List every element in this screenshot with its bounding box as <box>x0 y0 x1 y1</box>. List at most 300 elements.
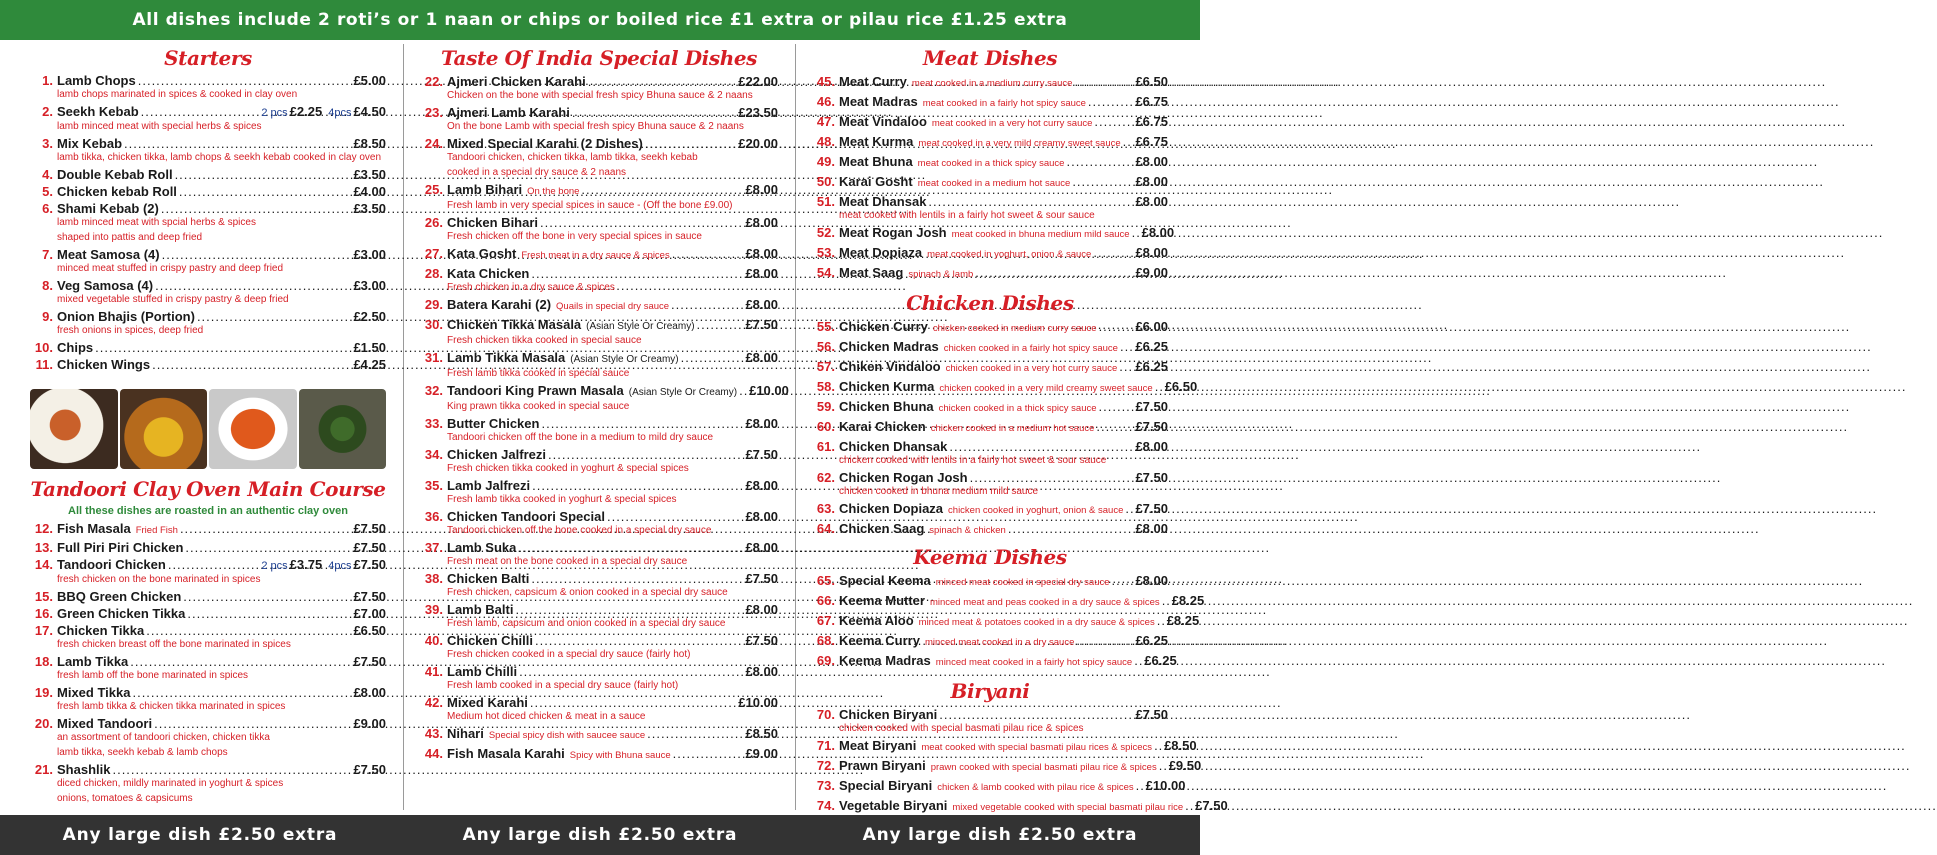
dot-leader <box>681 350 744 366</box>
section-title-starters: Starters <box>164 46 252 70</box>
item-name: Ajmeri Lamb Karahi <box>447 105 570 120</box>
menu-item <box>420 416 778 432</box>
item-number: 21. <box>34 762 53 777</box>
item-description: King prawn tikka cooked in special sauce <box>447 401 630 412</box>
food-photo <box>299 389 387 469</box>
dot-leader <box>162 247 352 263</box>
item-inline-description: Special spicy dish with saucee sauce <box>488 730 646 741</box>
menu-item <box>420 182 778 200</box>
special-list <box>420 74 789 764</box>
item-price: £8.50 <box>745 726 778 741</box>
item-inline-description: meat cooked in a very mild creamy sweet sauce <box>918 138 1121 149</box>
item-inline-description: meat cooked in a fairly hot spicy sauce <box>922 98 1086 109</box>
menu-item <box>812 379 1198 397</box>
item-price: £6.50 <box>1135 74 1168 89</box>
item-number: 59. <box>816 399 835 414</box>
item-name: Nihari <box>447 726 484 741</box>
dot-leader <box>95 340 351 356</box>
item-name: Meat Vindaloo <box>839 114 927 129</box>
item-name: Full Piri Piri Chicken <box>57 540 184 555</box>
dot-leader <box>1132 225 1140 241</box>
item-portion-price: £3.75 <box>289 557 323 572</box>
item-description: an assortment of tandoori chicken, chicken tikka <box>57 732 270 743</box>
item-number: 38. <box>424 571 443 586</box>
dot-leader <box>1094 114 1133 130</box>
item-number: 54. <box>816 265 835 280</box>
item-description: Tandoori chicken off the bone cooked in a special dry sauce <box>447 525 712 536</box>
item-name: Karai Gosht <box>839 174 913 189</box>
menu-item <box>30 557 386 574</box>
dot-leader <box>185 540 351 556</box>
dot-leader <box>518 540 743 556</box>
item-price: £8.00 <box>1135 174 1168 189</box>
item-price: £8.00 <box>1135 245 1168 260</box>
dot-leader <box>949 439 1133 455</box>
item-price: £4.50 <box>353 104 386 119</box>
menu-item <box>420 447 778 463</box>
item-name: Chicken Dhansak <box>839 439 948 454</box>
item-name: Special Biryani <box>839 778 933 793</box>
item-inline-description: Spicy with Bhuna sauce <box>569 750 671 761</box>
tandoori-list <box>30 521 386 805</box>
bottom-bar <box>0 815 1200 855</box>
item-name: Lamb Suka <box>447 540 517 555</box>
dot-leader <box>1136 778 1144 794</box>
item-name: Meat Samosa (4) <box>57 247 160 262</box>
item-name: Lamb Chops <box>57 73 136 88</box>
menu-item <box>420 383 789 401</box>
menu-item <box>812 778 1186 796</box>
item-name: Chicken Saag <box>839 521 925 536</box>
dot-leader <box>161 201 352 217</box>
item-description: meat cooked with lentils in a fairly hot sweet & sour sauce <box>839 210 1095 221</box>
menu-item <box>812 319 1168 337</box>
footer-note: Any large dish £2.50 extra <box>62 825 338 845</box>
item-name: Mixed Tandoori <box>57 716 153 731</box>
item-price: £4.00 <box>353 184 386 199</box>
meat-list <box>812 74 1175 283</box>
item-price: £6.00 <box>1135 319 1168 334</box>
item-price: £7.50 <box>1135 501 1168 516</box>
dot-leader <box>1157 613 1165 629</box>
dot-leader <box>975 265 1133 281</box>
menu-item <box>30 589 386 605</box>
menu-item <box>812 758 1202 776</box>
menu-item <box>812 613 1200 631</box>
menu-item <box>812 573 1168 591</box>
menu-item <box>812 114 1168 132</box>
item-number: 14. <box>34 557 53 572</box>
item-description: mixed vegetable stuffed in crispy pastry & deep fried <box>57 294 289 305</box>
item-number: 74. <box>816 798 835 813</box>
item-price: £20.00 <box>738 136 778 151</box>
dot-leader <box>697 317 744 333</box>
item-number: 42. <box>424 695 443 710</box>
item-name: Lamb Tikka Masala <box>447 350 566 365</box>
menu-item <box>420 509 778 525</box>
item-name: Lamb Chilli <box>447 664 518 679</box>
item-inline-description: chicken cooked in a thick spicy sauce <box>938 403 1097 414</box>
menu-item <box>420 317 778 335</box>
menu-item <box>812 419 1168 437</box>
menu-item <box>420 215 778 231</box>
menu-item <box>420 602 778 618</box>
item-inline-description: minced meat and peas cooked in a dry sauce & spices <box>929 597 1160 608</box>
item-name: Shami Kebab (2) <box>57 201 159 216</box>
dot-leader <box>532 478 743 494</box>
section-title-special: Taste Of India Special Dishes <box>440 46 758 70</box>
item-description: lamb tikka, seekh kebab & lamb chops <box>57 747 228 758</box>
item-inline-description: chicken cooked in a medium hot sauce <box>930 423 1095 434</box>
item-number: 73. <box>816 778 835 793</box>
item-price: £6.50 <box>353 623 386 638</box>
item-price: £7.50 <box>745 571 778 586</box>
item-name: Tandoori Chicken <box>57 557 166 572</box>
item-number: 3. <box>42 136 53 151</box>
menu-item <box>420 350 778 368</box>
item-description: cooked in a special dry sauce & 2 naans <box>447 167 626 178</box>
item-price: £8.00 <box>745 540 778 555</box>
dot-leader <box>1123 134 1134 150</box>
item-description: shaped into pattis and deep fried <box>57 232 203 243</box>
item-inline-description: meat cooked in yoghurt, onion & sauce <box>927 249 1092 260</box>
menu-item <box>420 297 778 315</box>
item-number: 7. <box>42 247 53 262</box>
dot-leader <box>1076 633 1133 649</box>
food-photo <box>30 389 118 469</box>
dot-leader <box>515 602 743 618</box>
item-number: 30. <box>424 317 443 332</box>
item-name: Kata Chicken <box>447 266 530 281</box>
menu-item <box>812 501 1168 519</box>
item-description: lamb minced meat with spcial herbs & spices <box>57 217 256 228</box>
item-description: Fresh lamb tikka cooked in special sauce <box>447 368 630 379</box>
item-name: Fish Masala Karahi <box>447 746 565 761</box>
dot-leader <box>138 73 352 89</box>
item-name: Chicken Tikka <box>57 623 145 638</box>
item-number: 24. <box>424 136 443 151</box>
menu-item <box>812 174 1168 192</box>
item-number: 52. <box>816 225 835 240</box>
item-description: Fresh chicken in a dry sauce & spices <box>447 282 615 293</box>
item-price: £8.00 <box>745 509 778 524</box>
dot-leader <box>112 762 351 778</box>
item-inline-description: minced meat cooked in a dry sauce <box>924 637 1075 648</box>
menu-item <box>420 695 778 711</box>
item-number: 12. <box>34 521 53 536</box>
item-number: 56. <box>816 339 835 354</box>
item-price: £8.50 <box>353 136 386 151</box>
item-name: Chicken Biryani <box>839 707 938 722</box>
item-name: Chicken Chilli <box>447 633 533 648</box>
item-number: 71. <box>816 738 835 753</box>
dot-leader <box>1096 419 1133 435</box>
item-name: Shashlik <box>57 762 111 777</box>
item-number: 1. <box>42 73 53 88</box>
dot-leader <box>183 589 351 605</box>
menu-item <box>812 94 1168 112</box>
item-inline-description: (Asian Style Or Creamy) <box>586 321 695 332</box>
item-inline-description: chicken cooked in a very mild creamy sweet sauce <box>939 383 1153 394</box>
item-inline-description: Fresh meat in a dry sauce & spices <box>521 250 670 261</box>
item-inline-description: minced meat & potatoes cooked in a dry sauce & spices <box>918 617 1155 628</box>
item-price: £7.00 <box>353 606 386 621</box>
item-price: £6.75 <box>1135 114 1168 129</box>
item-name: Batera Karahi (2) <box>447 297 552 312</box>
dot-leader <box>1119 359 1133 375</box>
item-portion-label: 4pcs <box>328 560 352 572</box>
item-name: Fish Masala <box>57 521 131 536</box>
item-number: 64. <box>816 521 835 536</box>
item-number: 66. <box>816 593 835 608</box>
dot-leader <box>673 746 744 762</box>
item-number: 13. <box>34 540 53 555</box>
item-name: Kata Gosht <box>447 246 517 261</box>
section-title-tandoori: Tandoori Clay Oven Main Course <box>30 477 386 501</box>
footer-note: Any large dish £2.50 extra <box>462 825 738 845</box>
dot-leader <box>540 215 743 231</box>
item-number: 50. <box>816 174 835 189</box>
item-description: Fresh lamb in very special spices in sauce - (Off the bone £9.00) <box>447 200 733 211</box>
item-price: £8.00 <box>745 266 778 281</box>
item-inline-description: On the bone <box>527 186 580 197</box>
item-name: Seekh Kebab <box>57 104 139 119</box>
menu-item <box>812 439 1168 455</box>
item-price: £7.50 <box>353 762 386 777</box>
menu-item <box>30 521 386 539</box>
item-name: Chicken kebab Roll <box>57 184 177 199</box>
item-number: 35. <box>424 478 443 493</box>
menu-item <box>420 664 778 680</box>
item-inline-description: chicken cooked in medium curry sauce <box>932 323 1097 334</box>
item-description: diced chicken, mildly marinated in yoghurt & spices <box>57 778 284 789</box>
dot-leader <box>168 557 260 573</box>
section-title-keema: Keema Dishes <box>913 545 1067 569</box>
item-inline-description: meat cooked in a thick spicy sauce <box>917 158 1065 169</box>
item-name: Chiken Vindaloo <box>839 359 941 374</box>
item-inline-description: prawn cooked with special basmati pilau rice & spices <box>930 762 1157 773</box>
menu-item <box>30 357 386 373</box>
item-description: On the bone Lamb with special fresh spicy Bhuna sauce & 2 naans <box>447 121 744 132</box>
item-name: Meat Bhuna <box>839 154 913 169</box>
item-name: Tandoori King Prawn Masala <box>447 383 624 398</box>
item-number: 43. <box>424 726 443 741</box>
item-description: Fresh lamb cooked in a special dry sauce (fairly hot) <box>447 680 679 691</box>
dot-leader <box>645 136 736 152</box>
item-price: £8.00 <box>745 350 778 365</box>
item-price: £6.25 <box>1144 653 1177 668</box>
item-number: 4. <box>42 167 53 182</box>
menu-item <box>420 633 778 649</box>
dot-leader <box>1162 593 1170 609</box>
item-number: 23. <box>424 105 443 120</box>
dot-leader <box>1155 379 1163 395</box>
dot-leader <box>179 184 352 200</box>
dot-leader <box>1134 653 1142 669</box>
item-inline-description: meat cooked in a very hot curry sauce <box>931 118 1093 129</box>
menu-item <box>812 154 1168 172</box>
item-number: 68. <box>816 633 835 648</box>
menu-column-middle <box>420 44 789 812</box>
dot-leader <box>1072 174 1133 190</box>
item-name: BBQ Green Chicken <box>57 589 182 604</box>
item-inline-description: chicken cooked in a very hot curry sauce <box>945 363 1118 374</box>
item-price: £3.50 <box>353 201 386 216</box>
item-number: 48. <box>816 134 835 149</box>
item-name: Veg Samosa (4) <box>57 278 154 293</box>
dot-leader <box>588 74 737 90</box>
menu-item <box>30 540 386 556</box>
item-name: Meat Biryani <box>839 738 917 753</box>
item-price: £2.50 <box>353 309 386 324</box>
item-inline-description: Quails in special dry sauce <box>556 301 670 312</box>
item-number: 62. <box>816 470 835 485</box>
item-price: £7.50 <box>353 540 386 555</box>
item-description: Fresh chicken, capsicum & onion cooked in a special dry sauce <box>447 587 728 598</box>
item-description: onions, tomatoes & capsicums <box>57 793 193 804</box>
item-name: Meat Kurma <box>839 134 914 149</box>
menu-item <box>30 136 386 152</box>
item-name: Lamb Balti <box>447 602 514 617</box>
item-portion-label: 4pcs <box>328 107 352 119</box>
dot-leader <box>132 685 351 701</box>
dot-leader <box>141 104 260 120</box>
item-description: Fresh meat on the bone cooked in a special dry sauce <box>447 556 688 567</box>
menu-item <box>30 340 386 356</box>
item-description: chicken cooked with special basmati pilau rice & spices <box>839 723 1084 734</box>
item-number: 37. <box>424 540 443 555</box>
item-number: 32. <box>424 383 443 398</box>
item-description: lamb tikka, chicken tikka, lamb chops & seekh kebab cooked in clay oven <box>57 152 382 163</box>
item-price: £8.00 <box>745 182 778 197</box>
item-name: Keema Mutter <box>839 593 925 608</box>
menu-item <box>30 278 386 294</box>
dot-leader <box>572 105 736 121</box>
item-description: Fresh chicken tikka cooked in yoghurt & special spices <box>447 463 689 474</box>
dot-leader <box>124 136 351 152</box>
menu-item <box>420 105 778 121</box>
item-price: £8.25 <box>1166 613 1200 628</box>
dot-leader <box>939 707 1133 723</box>
item-price: £8.00 <box>353 685 386 700</box>
menu-item <box>812 593 1205 611</box>
item-name: Prawn Biryani <box>839 758 926 773</box>
item-number: 5. <box>42 184 53 199</box>
section-note-tandoori: All these dishes are roasted in an authentic clay oven <box>68 505 348 517</box>
item-number: 65. <box>816 573 835 588</box>
item-number: 28. <box>424 266 443 281</box>
item-inline-description: minced meat cooked in a fairly hot spicy sauce <box>935 657 1133 668</box>
item-number: 39. <box>424 602 443 617</box>
menu-item <box>30 201 386 217</box>
dot-leader <box>531 571 743 587</box>
item-name: Meat Madras <box>839 94 918 109</box>
dot-leader <box>197 309 352 325</box>
item-inline-description: chicken cooked in a fairly hot spicy sauce <box>943 343 1118 354</box>
menu-column-right <box>812 44 1228 813</box>
item-price: £8.00 <box>1135 439 1168 454</box>
menu-item <box>812 798 1228 816</box>
dot-leader <box>152 357 351 373</box>
dot-leader <box>970 470 1134 486</box>
menu-item <box>30 247 386 263</box>
item-inline-description: spinach & chicken <box>929 525 1006 536</box>
menu-item <box>30 716 386 732</box>
item-price: £8.00 <box>745 478 778 493</box>
item-number: 45. <box>816 74 835 89</box>
item-name: Chicken Rogan Josh <box>839 470 968 485</box>
item-number: 22. <box>424 74 443 89</box>
item-number: 6. <box>42 201 53 216</box>
menu-item <box>420 746 778 764</box>
item-price: £8.00 <box>745 215 778 230</box>
item-price: £8.00 <box>1135 521 1168 536</box>
item-name: Chicken Kurma <box>839 379 935 394</box>
menu-item <box>812 359 1168 377</box>
item-price: £5.00 <box>353 73 386 88</box>
dot-leader <box>1074 74 1133 90</box>
item-price: £8.50 <box>1164 738 1197 753</box>
menu-item <box>812 470 1168 486</box>
item-number: 51. <box>816 194 835 209</box>
dot-leader <box>1099 399 1134 415</box>
item-price: £8.00 <box>745 297 778 312</box>
menu-item <box>812 738 1197 756</box>
item-name: Lamb Tikka <box>57 654 129 669</box>
item-name: Meat Saag <box>839 265 904 280</box>
dot-leader <box>1154 738 1162 754</box>
item-inline-description: (Asian Style Or Creamy) <box>628 387 738 398</box>
item-description: Medium hot diced chicken & meat in a sauce <box>447 711 646 722</box>
item-name: Special Keema <box>839 573 931 588</box>
item-number: 53. <box>816 245 835 260</box>
item-portion-price: £2.25 <box>289 104 323 119</box>
item-number: 57. <box>816 359 835 374</box>
item-price: £3.50 <box>353 167 386 182</box>
item-description: fresh lamb tikka & chicken tikka marinated in spices <box>57 701 286 712</box>
item-price: £22.00 <box>738 74 778 89</box>
item-price: £8.00 <box>1135 573 1168 588</box>
item-number: 34. <box>424 447 443 462</box>
item-name: Chicken Bhuna <box>839 399 934 414</box>
menu-item <box>30 104 386 121</box>
dot-leader <box>581 182 743 198</box>
item-price: £8.00 <box>745 416 778 431</box>
item-name: Chicken Balti <box>447 571 530 586</box>
item-description: fresh chicken breast off the bone marinated in spices <box>57 639 291 650</box>
item-number: 63. <box>816 501 835 516</box>
item-price: £7.50 <box>1135 470 1168 485</box>
item-name: Onion Bhajis (Portion) <box>57 309 195 324</box>
item-price: £10.00 <box>738 695 778 710</box>
biryani-list <box>812 707 1228 816</box>
item-name: Chicken Curry <box>839 319 928 334</box>
item-name: Butter Chicken <box>447 416 540 431</box>
item-name: Keema Madras <box>839 653 931 668</box>
item-inline-description: mixed vegetable cooked with special basmati pilau rice <box>952 802 1184 813</box>
dot-leader <box>739 383 747 399</box>
item-name: Chicken Jalfrezi <box>447 447 546 462</box>
item-number: 41. <box>424 664 443 679</box>
item-description: Chicken on the bone with special fresh spicy Bhuna sauce & 2 naans <box>447 90 753 101</box>
menu-item <box>812 399 1168 417</box>
item-price: £7.50 <box>1135 419 1168 434</box>
dot-leader <box>1112 573 1134 589</box>
menu-item <box>420 246 778 264</box>
dot-leader <box>1093 245 1133 261</box>
menu-column-left <box>30 44 386 812</box>
item-name: Meat Dhansak <box>839 194 927 209</box>
